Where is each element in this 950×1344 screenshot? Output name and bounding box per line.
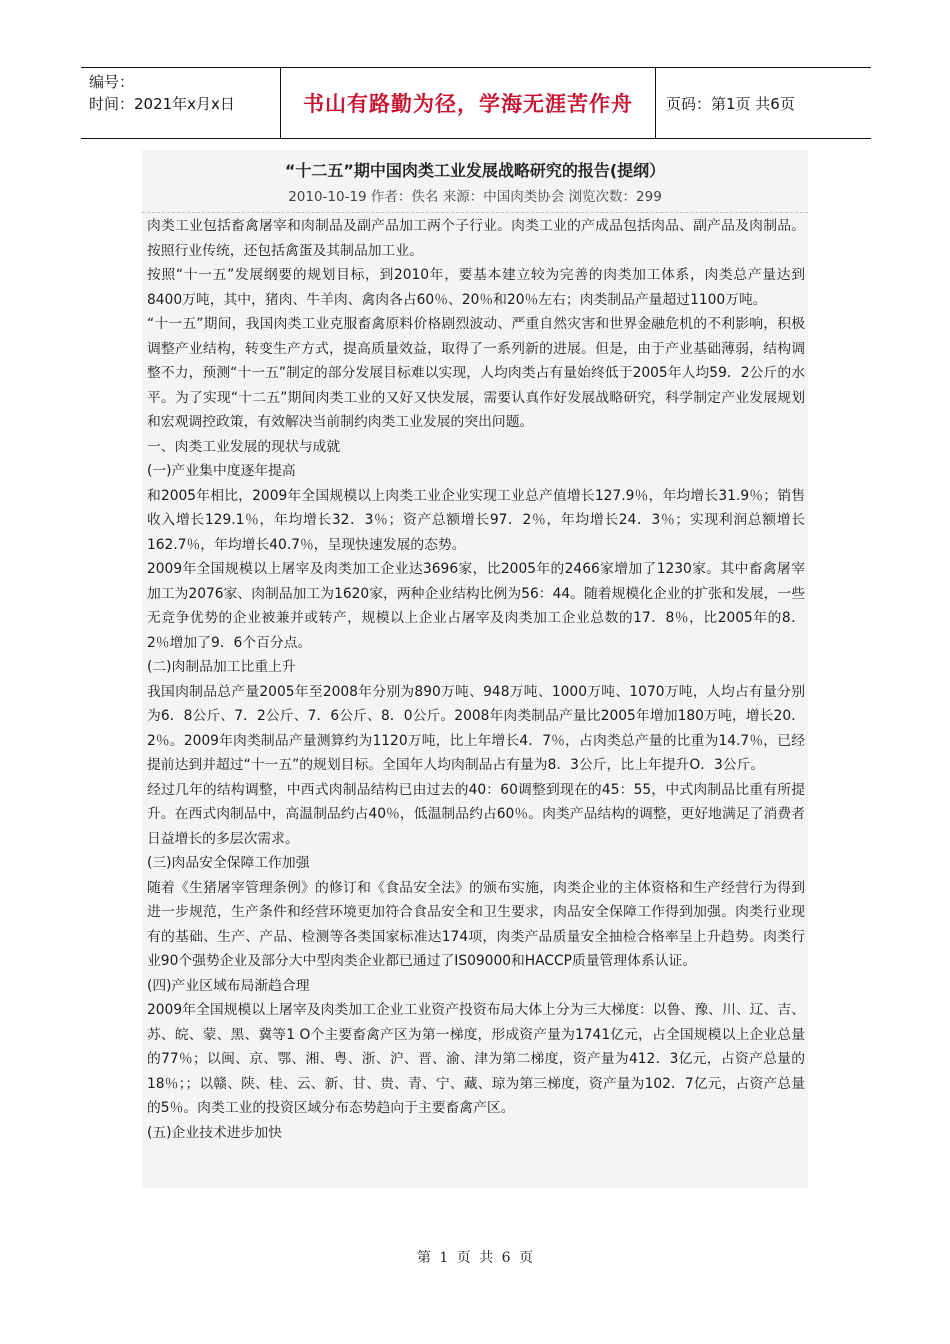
- header-table: [81, 67, 871, 139]
- subsection-heading: (二)肉制品加工比重上升: [147, 659, 296, 675]
- article-panel: [142, 150, 808, 1188]
- subsection-heading: (五)企业技术进步加快: [147, 1124, 282, 1141]
- paragraph: “十一五”期间，我国肉类工业克服畜禽原料价格剧烈波动、严重自然灾害和世界金融危机的不利影响，积极调整产业结构，转变生产方式，提高质量效益，取得了一系列新的进展。但是，由于产业基础薄弱，结构调整不力，预测“十一五”制定的部分发展目标难以实现，人均肉类占有量始终低于2005年人均59．2公斤的水平。为了实现“十二五”期间肉类工业的又好又快发展，需要认真作好发展战略研究，科学制定产业发展规划和宏观调控政策，有效解决当前制约肉类工业发展的突出问题。: [147, 316, 805, 430]
- subsection-heading: (四)产业区域布局渐趋合理: [147, 977, 310, 994]
- paragraph: 经过几年的结构调整，中西式肉制品结构已由过去的40：60调整到现在的45：55，中式肉制品比重有所提升。在西式肉制品中，高温制品约占40％，低温制品约占60％。肉类产品结构的调整，更好地满足了消费者日益增长的多层次需求。: [147, 781, 805, 847]
- subsection-heading: (一)产业集中度逐年提高: [147, 463, 296, 479]
- section-heading: 一、肉类工业发展的现状与成就: [147, 438, 341, 455]
- motto-cell: [281, 68, 656, 138]
- header-info-cell: [81, 68, 281, 138]
- motto-text: 书山有路勤为径，学海无涯苦作舟: [303, 92, 633, 116]
- page-footer: 第 1 页 共 6 页: [416, 1250, 534, 1266]
- paragraph: 和2005年相比，2009年全国规模以上肉类工业企业实现工业总产值增长127.9％，年均增长31.9％；销售收入增长129.1％，年均增长32．3％；资产总额增长97．2％，年均增长24．3％；实现利润总额增长162.7％，年均增长40.7％，呈现快速发展的态势。: [147, 487, 805, 553]
- paragraph: 2009年全国规模以上屠宰及肉类加工企业达3696家，比2005年的2466家增加了1230家。其中畜禽屠宰加工为2076家、肉制品加工为1620家，两种企业结构比例为56：44。随着规模化企业的扩张和发展，一些无竞争优势的企业被兼并或转产，规模以上企业占屠宰及肉类加工企业总数的17．8％，比2005年的8．2％增加了9．6个百分点。: [147, 561, 805, 651]
- article-body: [147, 214, 805, 1145]
- number-label: 编号：: [89, 73, 135, 91]
- subsection-heading: (三)肉品安全保障工作加强: [147, 855, 310, 871]
- page-label: 页码：第1页 共6页: [666, 94, 795, 113]
- paragraph: 2009年全国规模以上屠宰及肉类加工企业工业资产投资布局大体上分为三大梯度：以鲁、豫、川、辽、吉、苏、皖、蒙、黑、冀等1 O个主要畜禽产区为第一梯度，形成资产量为1741亿元，占全国规模以上企业总量的77％；以闽、京、鄂、湘、粤、浙、沪、晋、渝、津为第二梯度，资产量为412．3亿元，占资产总量的18％；；以赣、陕、桂、云、新、甘、贵、青、宁、藏、琼为第三梯度，资产量为102．7亿元，占资产总量的5％。肉类工业的投资区域分布态势趋向于主要畜禽产区。: [147, 1002, 805, 1116]
- divider: [142, 212, 808, 213]
- article-meta: 2010-10-19 作者：佚名 来源：中国肉类协会 浏览次数：299: [288, 189, 662, 205]
- date-label: 时间：2021年x月x日: [89, 95, 235, 113]
- paragraph: 按照“十一五”发展纲要的规划目标，到2010年，要基本建立较为完善的肉类加工体系，肉类总产量达到8400万吨，其中，猪肉、牛羊肉、禽肉各占60％、20％和20％左右；肉类制品产量超过1100万吨。: [147, 267, 805, 308]
- paragraph: 我国肉制品总产量2005年至2008年分别为890万吨、948万吨、1000万吨、1070万吨，人均占有量分别为6．8公斤、7．2公斤、7．6公斤、8．0公斤。2008年肉类制品产量比2005年增加180万吨，增长20．2％。2009年肉类制品产量测算约为1120万吨，比上年增长4．7％，占肉类总产量的比重为14.7％，已经提前达到并超过“十一五”的规划目标。全国年人均肉制品占有量为8．3公斤，比上年提升O．3公斤。: [147, 683, 805, 773]
- article-title: “十二五”期中国肉类工业发展战略研究的报告(提纲）: [284, 161, 666, 180]
- paragraph: 随着《生猪屠宰管理条例》的修订和《食品安全法》的颁布实施，肉类企业的主体资格和生产经营行为得到进一步规范，生产条件和经营环境更加符合食品安全和卫生要求，肉品安全保障工作得到加强。肉类行业现有的基础、生产、产品、检测等各类国家标准达174项，肉类产品质量安全抽检合格率呈上升趋势。肉类行业90个强势企业及部分大中型肉类企业都已通过了IS09000和HACCP质量管理体系认证。: [147, 879, 805, 969]
- paragraph: 肉类工业包括畜禽屠宰和肉制品及副产品加工两个子行业。肉类工业的产成品包括肉品、副产品及肉制品。按照行业传统，还包括禽蛋及其制品加工业。: [147, 218, 805, 259]
- page-number-cell: [656, 68, 871, 138]
